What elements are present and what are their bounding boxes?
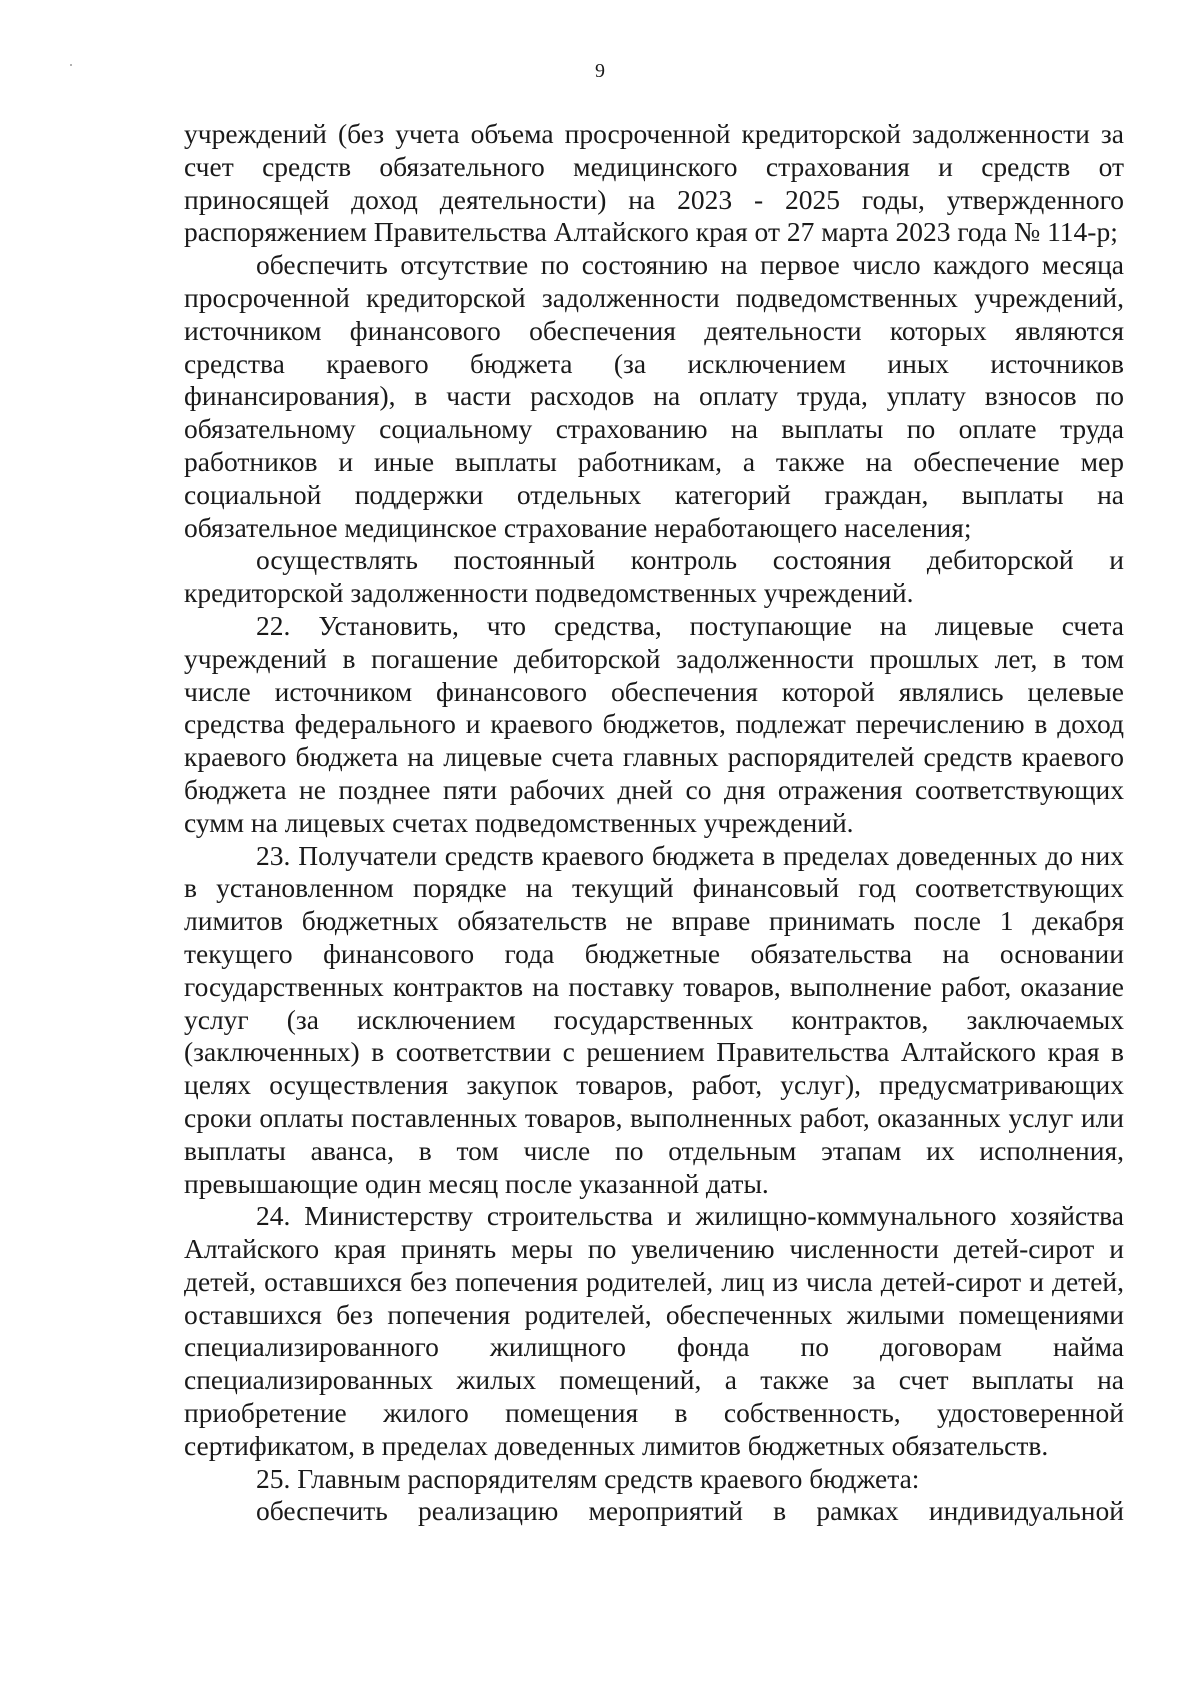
paragraph-debt-control: осуществлять постоянный контроль состояния дебиторской и кредиторской задолженности подведомственных учреждений. <box>184 544 1124 609</box>
paragraph-item-23: 23. Получатели средств краевого бюджета в пределах доведенных до них в установленном порядке на текущий финансовый год соответствующих лимитов бюджетных обязательств не вправе принимать после 1 декабря текущего финансового года бюджетные обязательства на основании государственных контрактов на поставку товаров, выполнение работ, оказание услуг (за исключением государственных контрактов, заключаемых (заключенных) в соответствии с решением Правительства Алтайского края в целях осуществления закупок товаров, работ, услуг), предусматривающих сроки оплаты поставленных товаров, выполненных работ, оказанных услуг или выплаты аванса, в том числе по отдельным этапам их исполнения, превышающие один месяц после указанной даты. <box>184 839 1124 1199</box>
paragraph-continuation: учреждений (без учета объема просроченной кредиторской задолженности за счет средств обязательного медицинского страхования и средств от приносящей доход деятельности) на 2023 - 2025 годы, утвержденного распоряжением Правительства Алтайского края от 27 марта 2023 года № 114-р; <box>184 118 1124 248</box>
paragraph-item-25: 25. Главным распорядителям средств краевого бюджета: <box>256 1462 920 1494</box>
paragraph-overdue-debt: обеспечить отсутствие по состоянию на первое число каждого месяца просроченной кредиторской задолженности подведомственных учреждений, источником финансового обеспечения деятельности которых являются средства краевого бюджета (за исключением иных источников финансирования), в части расходов на оплату труда, уплату взносов по обязательному социальному страхованию на выплаты по оплате труда работников и иные выплаты работникам, а также на обеспечение мер социальной поддержки отдельных категорий граждан, выплаты на обязательное медицинское страхование неработающего населения; <box>184 249 1124 543</box>
document-body <box>184 118 1124 1528</box>
page-number: 9 <box>595 60 605 82</box>
paragraph-item-22: 22. Установить, что средства, поступающие на лицевые счета учреждений в погашение дебиторской задолженности прошлых лет, в том числе источником финансового обеспечения которой являлись целевые средства федерального и краевого бюджетов, подлежат перечислению в доход краевого бюджета на лицевые счета главных распорядителей средств краевого бюджета не позднее пяти рабочих дней со дня отражения соответствующих сумм на лицевых счетах подведомственных учреждений. <box>184 609 1124 838</box>
paragraph-item-25-continuation: обеспечить реализацию мероприятий в рамках индивидуальной <box>256 1495 1124 1527</box>
paragraph-item-24: 24. Министерству строительства и жилищно-коммунального хозяйства Алтайского края принять меры по увеличению численности детей-сирот и детей, оставшихся без попечения родителей, лиц из числа детей-сирот и детей, оставшихся без попечения родителей, обеспеченных жилыми помещениями специализированного жилищного фонда по договорам найма специализированных жилых помещений, а также за счет выплаты на приобретение жилого помещения в собственность, удостоверенной сертификатом, в пределах доведенных лимитов бюджетных обязательств. <box>184 1200 1124 1461</box>
